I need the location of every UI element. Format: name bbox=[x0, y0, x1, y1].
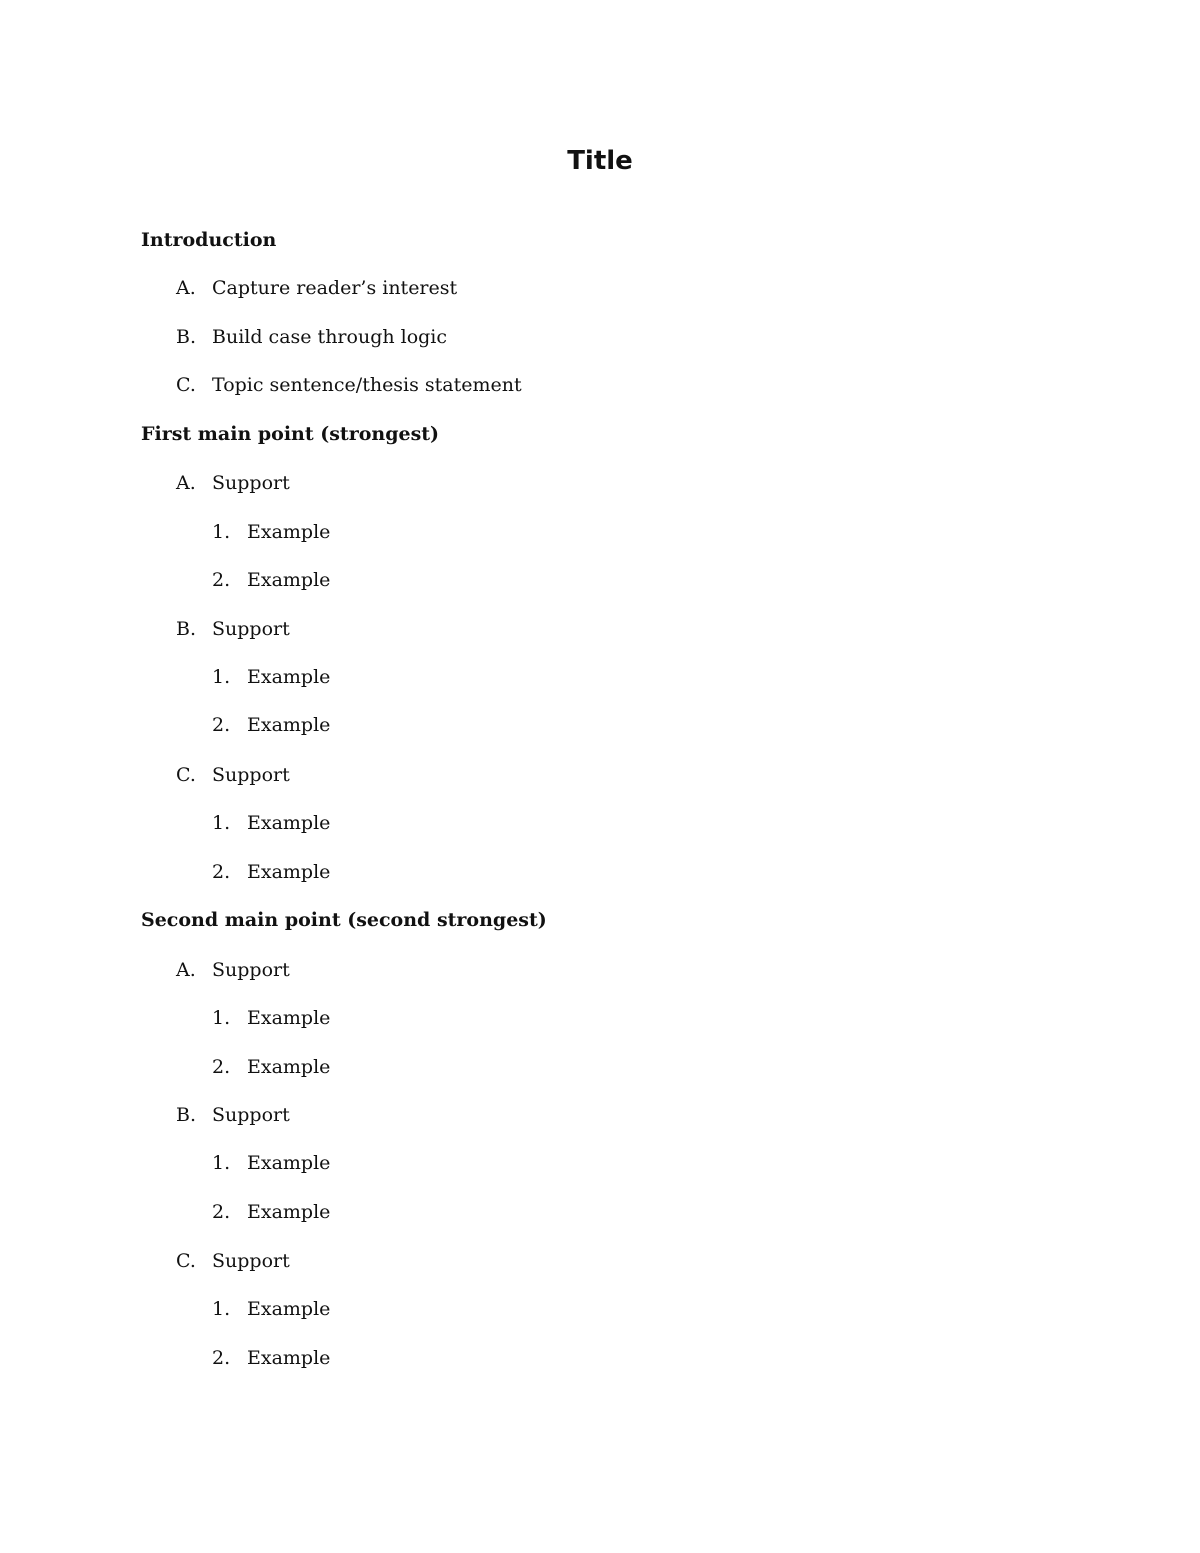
outline-subitem-text: Example bbox=[247, 861, 331, 883]
outline-subitem-text: Example bbox=[247, 1152, 331, 1174]
outline-subitem-marker: 1. bbox=[212, 1298, 231, 1320]
outline-subitem bbox=[0, 567, 1200, 593]
outline-item-text: Support bbox=[212, 959, 290, 981]
outline-item bbox=[0, 1102, 1200, 1128]
outline-item bbox=[0, 762, 1200, 788]
outline-item-text: Topic sentence/thesis statement bbox=[212, 374, 522, 396]
outline-subitem bbox=[0, 712, 1200, 738]
outline-subitem-marker: 1. bbox=[212, 521, 231, 543]
outline-subitem-marker: 2. bbox=[212, 569, 231, 591]
outline-item bbox=[0, 470, 1200, 496]
outline-subitem bbox=[0, 1005, 1200, 1031]
outline-item-marker: A. bbox=[176, 277, 196, 299]
outline-item bbox=[0, 324, 1200, 350]
outline-subitem-text: Example bbox=[247, 569, 331, 591]
outline-subitem-text: Example bbox=[247, 714, 331, 736]
section-heading-first-main-point: First main point (strongest) bbox=[141, 423, 440, 445]
outline-item-marker: A. bbox=[176, 472, 196, 494]
outline-item bbox=[0, 1248, 1200, 1274]
page-title: Title bbox=[567, 146, 633, 176]
outline-item-text: Support bbox=[212, 618, 290, 640]
outline-subitem-text: Example bbox=[247, 521, 331, 543]
outline-subitem-marker: 1. bbox=[212, 812, 231, 834]
outline-subitem bbox=[0, 1150, 1200, 1176]
outline-subitem-marker: 2. bbox=[212, 1056, 231, 1078]
outline-subitem bbox=[0, 810, 1200, 836]
outline-item-text: Support bbox=[212, 764, 290, 786]
outline-subitem-marker: 2. bbox=[212, 1201, 231, 1223]
outline-item-text: Support bbox=[212, 1250, 290, 1272]
outline-subitem-text: Example bbox=[247, 812, 331, 834]
outline-subitem-marker: 1. bbox=[212, 1007, 231, 1029]
outline-subitem-text: Example bbox=[247, 666, 331, 688]
outline-subitem-marker: 2. bbox=[212, 1347, 231, 1369]
outline-item bbox=[0, 275, 1200, 301]
outline-item-marker: C. bbox=[176, 764, 196, 786]
outline-subitem bbox=[0, 664, 1200, 690]
outline-item-marker: B. bbox=[176, 326, 197, 348]
outline-subitem-text: Example bbox=[247, 1007, 331, 1029]
section-heading-introduction: Introduction bbox=[141, 229, 277, 251]
outline-subitem bbox=[0, 1054, 1200, 1080]
outline-subitem-text: Example bbox=[247, 1056, 331, 1078]
outline-subitem-marker: 1. bbox=[212, 666, 231, 688]
outline-item bbox=[0, 957, 1200, 983]
outline-item-marker: A. bbox=[176, 959, 196, 981]
outline-item-marker: B. bbox=[176, 618, 197, 640]
outline-subitem-text: Example bbox=[247, 1347, 331, 1369]
outline-item bbox=[0, 372, 1200, 398]
outline-subitem bbox=[0, 1296, 1200, 1322]
outline-item-marker: C. bbox=[176, 374, 196, 396]
outline-item-text: Support bbox=[212, 1104, 290, 1126]
outline-subitem-text: Example bbox=[247, 1298, 331, 1320]
outline-item-text: Support bbox=[212, 472, 290, 494]
outline-item bbox=[0, 616, 1200, 642]
outline-subitem-text: Example bbox=[247, 1201, 331, 1223]
outline-subitem-marker: 2. bbox=[212, 714, 231, 736]
section-heading-second-main-point: Second main point (second strongest) bbox=[141, 909, 547, 931]
outline-subitem bbox=[0, 859, 1200, 885]
outline-subitem bbox=[0, 519, 1200, 545]
outline-subitem bbox=[0, 1345, 1200, 1371]
outline-item-marker: C. bbox=[176, 1250, 196, 1272]
outline-subitem-marker: 1. bbox=[212, 1152, 231, 1174]
outline-subitem bbox=[0, 1199, 1200, 1225]
outline-item-text: Build case through logic bbox=[212, 326, 448, 348]
outline-item-marker: B. bbox=[176, 1104, 197, 1126]
outline-subitem-marker: 2. bbox=[212, 861, 231, 883]
outline-item-text: Capture reader’s interest bbox=[212, 277, 458, 299]
